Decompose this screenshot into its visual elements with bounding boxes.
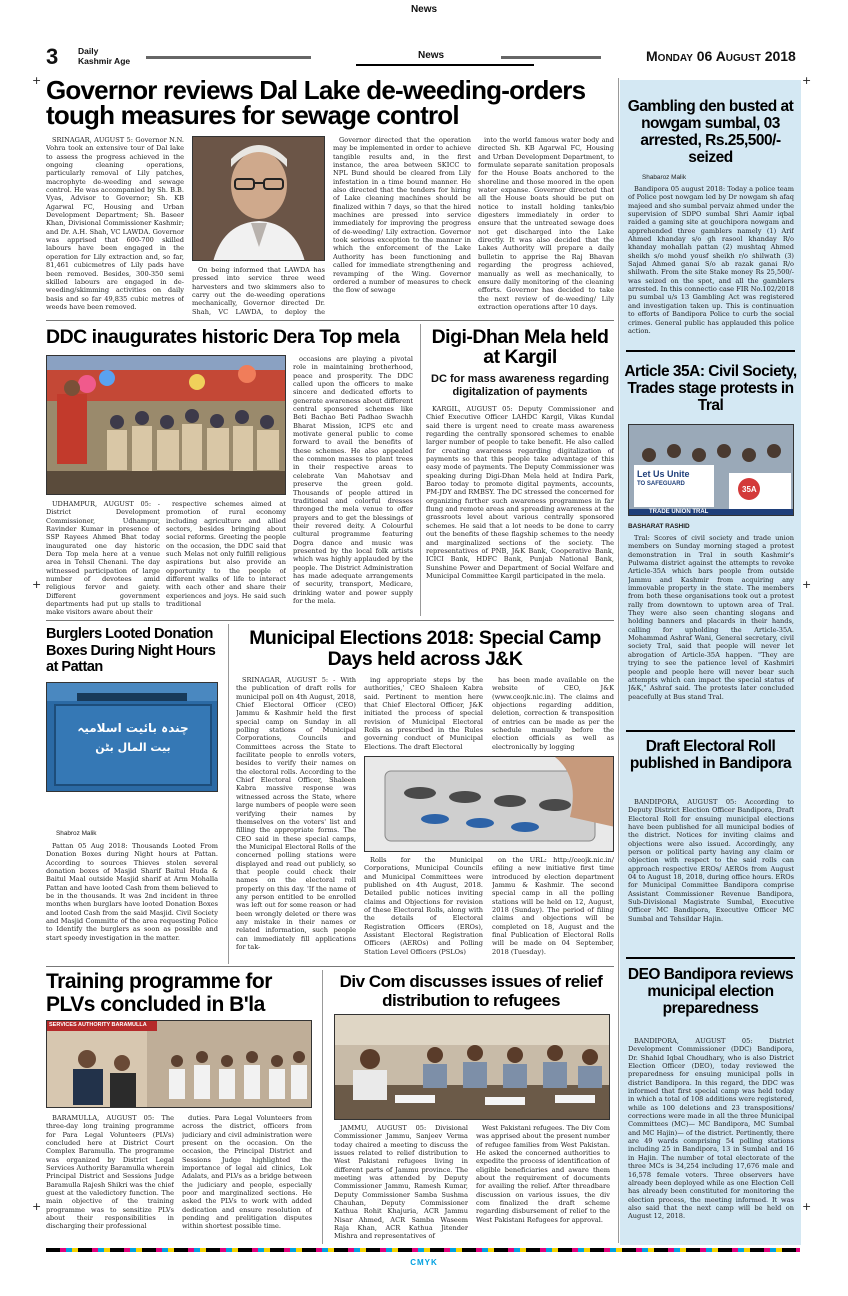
draft-body xyxy=(628,798,794,966)
masthead xyxy=(46,46,800,68)
training-col2-text: duties. Para Legal Volunteers from across the district, officers from judiciary and civil administration were present on the occasion. On the occasion, the Principal District and Sessions Judge highlighted the importance of legal aid clinics, Lok Adalats, and PLVs as a bridge between the judiciary and people, especially poor and marginalized sections. He asked the PLVs to work with added dedication and ensure resolution of pending and prelitigation disputes within shortest possible time. xyxy=(182,1114,312,1231)
municipal-headline: Municipal Elections 2018: Special Camp Days held across J&K xyxy=(249,627,601,670)
column-divider xyxy=(322,970,323,1244)
protest-banner2: TO SAFEGUARD xyxy=(637,481,685,487)
municipal-col2-text: ing appropriate steps by the authorities,' CEO Shaleen Kabra said. Pertinent to mention here that Chief Electoral Officer, J&K initiated the process of special revision of Municipal Electoral Rolls as prescribed in the Rules governing conduct of Municipal Elections. The draft Electoral xyxy=(364,676,483,751)
digidhan-body xyxy=(426,405,614,616)
dera-col2-text: respective schemes aimed at promotion of rural economy including agriculture and allied sectors, besides bringing about social reforms. Greeting the people on the occasion, the DDC said that such Melas not only fulfill religious aspirations but also provide an opportunity to the people of different walks of life to interact with each other and share their experiences and joys. He said such traditional xyxy=(166,500,286,609)
training-photo xyxy=(46,1020,312,1108)
burglers-headline: Burglers Looted Donation Boxes During Night Hours at Pattan xyxy=(46,626,216,675)
digidhan-subhead: DC for mass awareness regarding digitalization of payments xyxy=(431,373,609,398)
evm-photo xyxy=(364,756,614,852)
section-label: News xyxy=(418,50,445,61)
governor-photo xyxy=(192,136,325,261)
municipal-col1 xyxy=(236,676,356,961)
lead-col4 xyxy=(478,136,614,316)
sidebar-divider xyxy=(626,730,795,732)
digidhan-headline: Digi-Dhan Mela held at Kargil xyxy=(431,326,609,368)
gambling-body-text: Bandipora 05 august 2018: Today a police team of Police post nowgam led by Dr nowgam sh afaq majeed and sho sumbal pervaiz ahmed under the supervision of SDPO sumbal Shri Aamir iqbal raided a gaming site at gouchipora nowgam and apprehended three gamblers namely (1) Arif Ahmed khanday s/o gh rasool khanday R/o khanday mohallah pattan (2) mushtaq Ahmed sheikh s/o mohd yousf sheikh r/o shilwath (3) Sajad Ahmed ganai S/o ab razak ganai R/o shilwath. From the site Stake money Rs 25,500/- was seized on the spot, and all the gamblers arrested. In this connectio case FIR No.102/2018 pu sumbal u/s 13 Gambling Act was registered and investigation taken up. This is continuation to efforts of Bandipora Police to curb the social crimes. General public has applauded this police action. xyxy=(628,185,794,335)
lead-col4-text: into the world famous water body and directed Sh. KB Agarwal FC, Housing and Urban Development Department, to formulate separate sanitation proposals for the House Boats anchored to the shoreline and those moored in the open water expanse. Governor directed that all the House boats should be put on notice to install holding tanks/bio digesters immediately in order to ensure that the untreated sewage does not get discharged into the Lake directly. It was also decided that the Lakes Authority will prepare a daily bulletin to apprise the Raj Bhavan regarding the progress achieved, manually as well as mechanically, to ensure daily monitoring of the cleaning efforts. Governor has decided to take the next review of de-weeding/ Lily extraction operations after 10 days. xyxy=(478,136,614,311)
column-divider xyxy=(228,624,229,964)
gambling-byline: Shabaroz Malik xyxy=(642,174,687,181)
cmyk-marker xyxy=(0,1258,848,1267)
training-headline: Training programme for PLVs concluded in B'la xyxy=(46,970,272,1016)
divcom-col1 xyxy=(334,1124,468,1244)
protest-banner4: TRADE UNION TRAL xyxy=(649,509,709,515)
burglers-body-text: Pattan 05 Aug 2018: Thousands Looted From Donation Boxes during Night hours at Pattan. According to sources Thieves stolen several donation boxes of Masjid Sharif Baitul Huda & Baitul Maal outside Masjid sharif at Arm Mohalla Pattan and have looted Cash from them believed to be in the thousands. It was 2nd incident in three months when burglars have looted Donation Boxes and looted Cash from the said Masjid. Civil Society and Masjid Committe of the area requesting Police to Identify the burglers as soon as possible and start speedy investigation in the matter. xyxy=(46,842,218,942)
voting-machine-icon xyxy=(365,757,614,852)
donation-box-label2: بیت المال بٹن xyxy=(95,741,171,754)
lead-col3 xyxy=(333,136,471,316)
gambling-headline: Gambling den busted at nowgam sumbal, 03 arrested, Rs.25,500/- seized xyxy=(627,98,794,166)
crop-mark-icon: + xyxy=(32,1200,42,1213)
article35a-body-text: Tral: Scores of civil society and trade union members on Sunday morning staged a protest demonstration in Tral in south Kashmir's Pulwama district against the attempts to revoke Article-35A which bars people from outside Jammu and Kashmir from acquiring any immovable property in the state. The members from both these organisations took out a protest rally from downtown to uptown area of Tral. They were also seen chanting slogans and holding banners and placards in their hands, calling for upholding the Article-35A. Mohammad Ashraf Wani, General secretary, civil society Tral, said that people will never let abrogation of Article-35A happen. "They are trying to see the patience level of Kashmiri people and people here will never bear such attempts which can impact the special status of J&K," Ashraf said. The protests later concluded peacefully at Bus stand Tral. xyxy=(628,534,794,701)
dera-col2 xyxy=(166,500,286,616)
training-col1-text: BARAMULLA, AUGUST 05: The three-day long training programme for Para Legal Volunteers (PLVs) concluded here at District Court Complex Baramulla. The programme was organized by District Legal Services Authority Baramulla wherein Principal District and Sessions Judge Baramulla Rajesh Shikri was the chief guest at the valedictory function. The main objective of the training programme was to sensitize PLVs about their responsibilities in discharging their professional xyxy=(46,1114,174,1231)
cmyk-label: CMYK xyxy=(410,1258,438,1267)
dera-col1-text: UDHAMPUR, AUGUST 05: -District Development Commissioner, Udhampur, Ravinder Kumar in presence of SSP Rayees Ahmed Bhat today inaugurated one day historic Dera Top mela here at a venue area in Tehsil Chenani. The day witnessed participation of large number of devotees amid religious fervor and gaiety. Different government departments had put up stalls to make visitors aware about their xyxy=(46,500,160,616)
governor-portrait-icon xyxy=(193,137,325,261)
sidebar-divider xyxy=(626,350,795,352)
draft-headline: Draft Electoral Roll published in Bandipora xyxy=(629,738,792,772)
section-underline xyxy=(356,64,534,66)
municipal-col-bottom1 xyxy=(364,856,483,961)
dera-col3-text: occasions are playing a pivotal role in maintaining brotherhood, peace and prosperity. The DDC called upon the officers to make sincere and dedicated efforts to generate awareness about different central sponsored schemes like Beti Bachao Beti Padhao Swachh Bharat Mission, ICPS etc and motivate general public to come forward to avail the benefits of these schemes. He also appealed the common masses to plant trees in their respective areas to celebrate Van Mahotsav and preserve the green gold. Thousands of people attired in traditional and colorful dresses thronged the mela venue to offer prayers and to get the blessings of their revered deity. A Colourful cultural programme featuring Dogra dance and music was presented by the local folk artists which was highly applauded by the people. The District Administration has made adequate arrangements of security, transport, Medicare, drinking water and power supply for the mela. xyxy=(293,355,413,605)
burglers-byline: Shabroz Malik xyxy=(56,830,97,837)
sidebar xyxy=(620,80,801,1245)
mela-crowd-icon xyxy=(47,356,286,495)
dera-col3 xyxy=(293,355,413,616)
page-number: 3 xyxy=(46,44,59,69)
registration-color-bar xyxy=(46,1248,800,1252)
lead-col2 xyxy=(192,266,325,316)
paper-name-line2: Kashmir Age xyxy=(78,55,131,66)
donation-box-photo xyxy=(46,682,218,792)
divcom-photo xyxy=(334,1014,610,1120)
issue-date: Monday 06 August 2018 xyxy=(646,48,796,64)
sidebar-divider xyxy=(626,957,795,959)
burglers-body xyxy=(46,842,218,960)
donation-box-icon xyxy=(47,683,218,792)
lead-col1 xyxy=(46,136,184,316)
article35a-body xyxy=(628,534,794,734)
masthead-bar-left xyxy=(146,56,311,59)
divcom-col1-text: JAMMU, AUGUST 05: Divisional Commissioner Jammu, Sanjeev Verma today chaired a meeting to discuss the issues related to relief distribution to West Pakistani refugees living in different parts of Jammu province. The meeting was attended by Deputy Commissioner Jammu, Ramesh Kumar, Deputy Commissioner Samba Sushma Chauhan, Deputy Commissioner Kathua Rohit Khajuria, ACR Jammu Nisar Ahmed, ACR Samba Waseem Raja Khan, ACR Kathua Jitender Mishra and representatives of xyxy=(334,1124,468,1241)
section-divider xyxy=(46,320,614,321)
column-divider xyxy=(618,78,619,1243)
municipal-col1-text: SRINAGAR, AUGUST 5: - With the publication of draft rolls for municipal poll on 4th August, 2018, Chief Electoral Officer (CEO) Jammu & Kashmir held the first special camp on Sunday in all polling stations of Municipal Corporations, Councils and Committees across the State to facilitate people to enrolls voters, besides to verify their names on the electoral rolls. According to the Chief Electoral Officer, Shaleen Kabra massive response was witnessed across the State, where large numbers of people were seen verifying their names by themselves on the voters' list and filling the appropriate forms. The CEO said in these special camps, the Municipal Electoral Rolls of the concerned polling stations were displayed and read out publicly, so that people could check their names on the electoral roll properly on this day. 'If the name of any person entitled to be enrolled was left out for some reason or had been wrongly deleted or there was any mistake in their names or related information, such people can immediately fill applications for tak- xyxy=(236,676,356,951)
municipal-col3-text: has been made available on the website of CEO, J&K (www.ceojk.nic.in). The claims and objections regarding addition, deletion, correction & transposition of entries can be made as per the schedule manually before the election officials as well as electronically by logging xyxy=(492,676,614,751)
section-divider xyxy=(46,966,614,967)
deo-headline: DEO Bandipora reviews municipal election preparedness xyxy=(627,966,794,1017)
lead-col2-text: On being informed that LAWDA has pressed into service three weed harvesters and two skimmers also to carry out the de-weeding operations mechanically, Governor directed Dr. Shah, VC LAWDA, to deploy the xyxy=(192,266,325,316)
divcom-col2-text: West Pakistani refugees. The Div Com was apprised about the present number of refugee families from West Pakistan. He asked the concerned authorities to expedite the process of identification of eligible beneficiaries and aware them about the requirement of documents for availing the relief. After threadbare discussion on various issues, the div com finalized the draft scheme regarding disbursement of relief to the West Pakistani Refugees for approval. xyxy=(476,1124,610,1224)
training-hall-icon xyxy=(47,1021,312,1108)
paper-name-line1: Daily xyxy=(78,46,99,56)
article35a-headline: Article 35A: Civil Society, Trades stage protests in Tral xyxy=(624,363,797,414)
deo-body-text: BANDIPORA, AUGUST 05: District Development Commissioner (DDC) Bandipora, Dr. Shahid Iqbal Choudhary, who is also District Election Officer (DEO), today reviewed the preparedness for ensuing municipal polls in district Bandipora. In this regard, the DDC was informed that first special camp was held today in which a total of 108 additions were registered, while as 100 deletions and 23 transpositions/ corrections were made in all the three Municipal Committees (MC)— MC Bandipora, MC Sumbal and MC Hajin)— of the district. Pertinently, there are 49 wards comprising 54 polling stations including 25 in Bandipora, 13 in Sumbal and 16 in Hajin. The number of total electorate of the three MCs is 34,254 including 17,676 male and 16,578 female voters. Three observers have already been deployed while as one Election Cell has already been constituted for monitoring the election process, the meeting informed. It was also said that the next camp will be held on August 12, 2018. xyxy=(628,1037,794,1221)
municipal-col2 xyxy=(364,676,483,751)
dera-headline: DDC inaugurates historic Dera Top mela xyxy=(46,326,400,348)
protest-banner1: Let Us Unite xyxy=(637,469,690,479)
protest-photo xyxy=(628,424,794,516)
gambling-body xyxy=(628,185,794,343)
column-divider xyxy=(420,324,421,616)
donation-box-label1: چندہ بائیت اسلامیہ xyxy=(77,721,189,735)
dera-col1 xyxy=(46,500,160,616)
protest-banner3: 35A xyxy=(742,485,757,494)
crop-mark-icon: + xyxy=(802,1200,812,1213)
divcom-headline: Div Com discusses issues of relief distribution to refugees xyxy=(339,972,603,1010)
crop-mark-icon: + xyxy=(32,74,42,87)
crop-mark-icon: + xyxy=(802,578,812,591)
crop-mark-icon: + xyxy=(802,74,812,87)
training-col2 xyxy=(182,1114,312,1244)
dera-photo xyxy=(46,355,286,495)
municipal-col3 xyxy=(492,676,614,751)
masthead-bar-right xyxy=(501,56,601,59)
municipal-col-bottom2-text: on the URL: http://ceojk.nic.in/ efiling a new initiative first time introduced by election department Jammu & Kashmir. The second special camp in all the polling stations will be held on 12, August, 2018 (Sunday). The period of filing claims and objections will be completed on 18, August and the final Publication of Electoral Rolls will be made on 04 September, 2018 (Tuesday). xyxy=(492,856,614,956)
training-col1 xyxy=(46,1114,174,1244)
draft-body-text: BANDIPORA, AUGUST 05: According to Deputy District Election Officer Bandipora, Draft Electoral Roll for ensuing municipal elections have been published for all municipal bodies of the district. Notices for inviting claims and objections were also issued. Accordingly, any person or political party having any claim or objection with respect to the said rolls can approach respective EROs/ AEROs from August 04 to August 18, 2018, during office hours. EROs for Municipal Committee Bandipora comprise Assistant Commissioner Revenue Bandipora, Sub-Divisional Magistrate Sumbal, Executive Officer MC Bandipora, Executive Officer MC Sumbal and Tehsildar Hajin. xyxy=(628,798,794,923)
top-label: News xyxy=(410,4,438,15)
article35a-byline: BASHARAT RASHID xyxy=(628,523,690,530)
lead-col3-text: Governor directed that the operation may be implemented in order to achieve tangible results and, in the first instance, the area between SKICC to NPL Bund should be cleared from Lily infestation in a time bound manner. He also directed that the tenders for hiring of Lake cleaning machines should be finalized within 7 days, so that the hired machines are pressed into service immediately for improving the progress of de-weeding/ Lily extraction. Governor took serious exception to the manner in which the enforcement of the Lake Authority has been functioning and called for immediate strengthening and revamping of the Wing. Governor ordered a number of measures to check the flow of sewage xyxy=(333,136,471,295)
divcom-col2 xyxy=(476,1124,610,1244)
training-banner-text: SERVICES AUTHORITY BARAMULLA xyxy=(49,1022,147,1028)
lead-headline: Governor reviews Dal Lake de-weeding-orders tough measures for sewage control xyxy=(46,75,586,130)
paper-name xyxy=(78,47,130,66)
municipal-col-bottom2 xyxy=(492,856,614,961)
section-divider xyxy=(46,620,614,621)
crop-mark-icon: + xyxy=(32,578,42,591)
meeting-room-icon xyxy=(335,1015,610,1120)
digidhan-body-text: KARGIL, AUGUST 05: Deputy Commissioner and Chief Executive Officer LAHDC Kargil, Vikas Kundal said there is urgent need to create mass awareness regarding the centrally sponsored schemes to enable larger number of people to take benefit. He also called for creating awareness regarding digitalization of payments so that this people take advantage of this easy mode of payments. The Deputy Commissioner was speaking during Digi-Dhan Mela held at Indira Park, Baroo today to promote digital payments, accounts, PM-JDY and RMBSY. The DC stressed the concerned for organizing further such awareness programmes in far flung and remote areas and spreading awareness at the grassroots level about various centrally sponsored schemes. He said that a lot needs to be done to carry out the benefits of these flagship schemes to the needy and marginalized sections of the society. The representatives of PNB, J&K Bank, Cooperative Bank, ICICI Bank, HDFC Bank, Punjab National Bank, Sunshine Power and Department of Social Welfare and Municipal Committee Kargil participated in the mela. xyxy=(426,405,614,580)
deo-body xyxy=(628,1037,794,1240)
lead-col1-text: SRINAGAR, AUGUST 5: Governor N.N. Vohra took an extensive tour of Dal lake to assess the progress achieved in the ongoing cleaning operations, particularly removal of Lily patches, macrophyte de-weeding and sewage control. He was accompanied by Sh. B.B. Vyas, Advisor to Governor; Sh. KB Agarwal FC, Housing and Urban Development Department; Sh. Baseer Khan, Divisional Commissioner Kashmir; and Dr. A.H. Shah, VC LAWDA. Governor was apprised that 600-700 skilled labours have been engaged in the operation for Lily extraction and, so far, 81,461 cubicmetres of Lily pads have been removed. Besides, 300-350 semi skilled labours are engaged in de-weeding/skimming activities on daily basis and so far 49,835 cubic metres of weeds have been removed. xyxy=(46,136,184,311)
municipal-col-bottom1-text: Rolls for the Municipal Corporations, Municipal Councils and Municipal Committees were published on 4th August, 2018. Detailed public notices inviting claims and Objections for revision of these Electoral Rolls, along with the details of Electoral Registration Officers (EROs), Assistant Electoral Registration Officers (AEROs) and Polling Station Level Officers (PSLOs) xyxy=(364,856,483,956)
